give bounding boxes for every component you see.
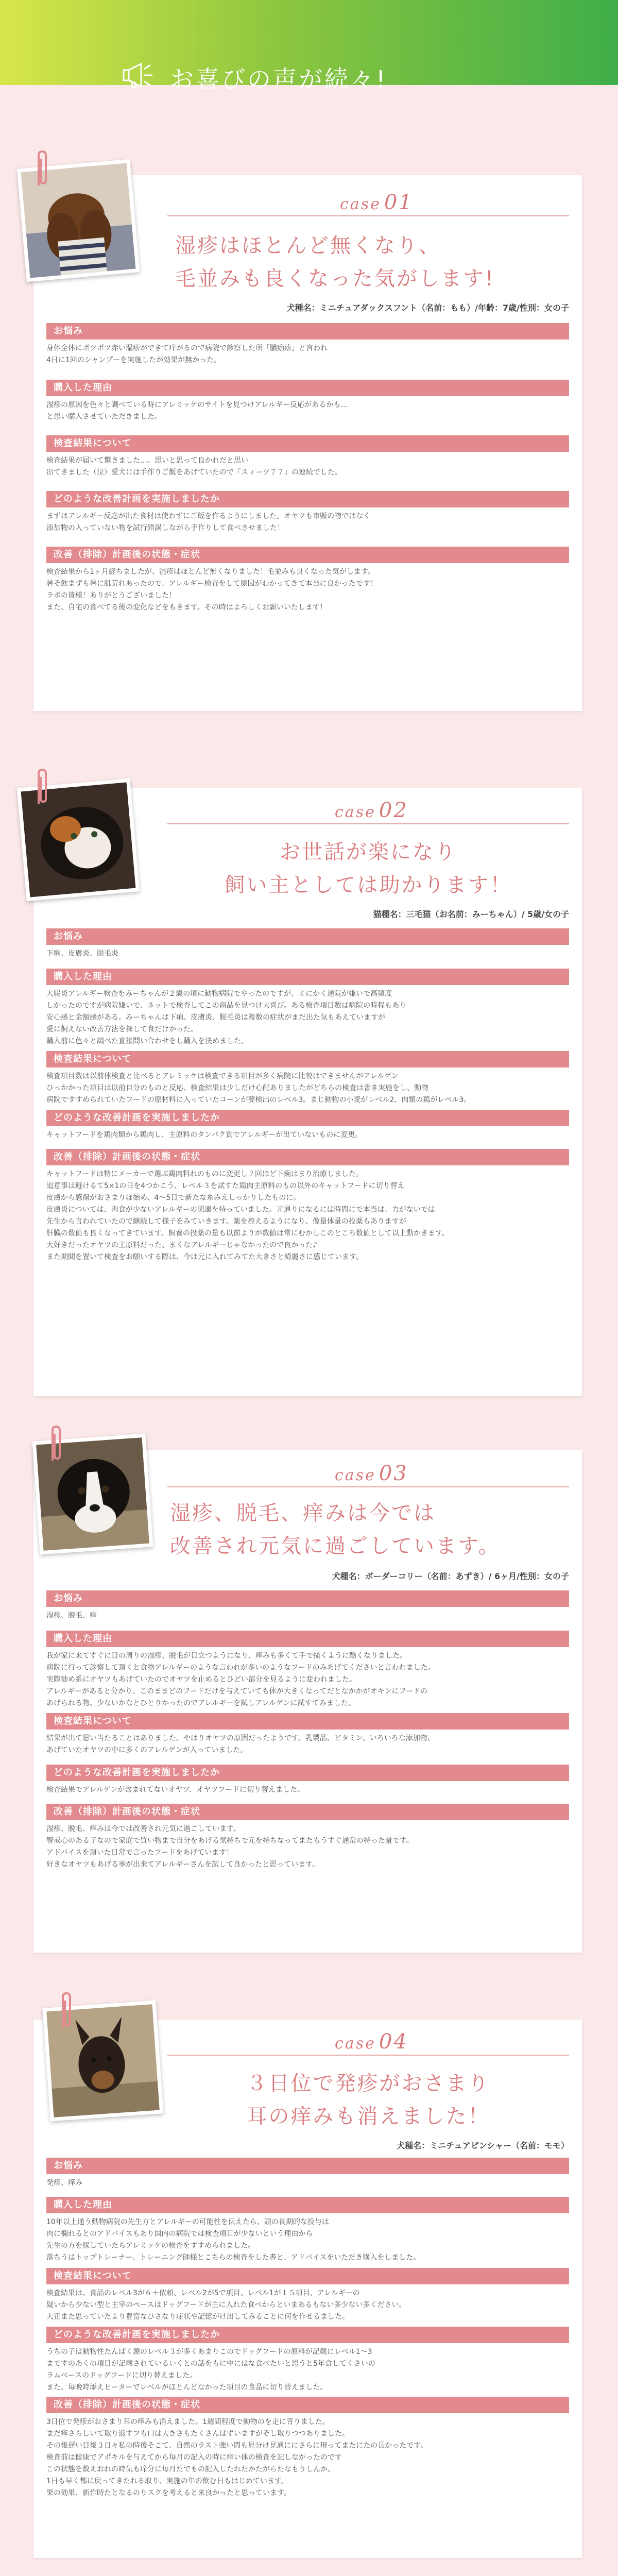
section-body-worry: 湿疹、脱毛、痒 — [46, 1612, 97, 1620]
case-label-01: case 01 — [340, 191, 414, 214]
section-body-worry: 身体全体にポツポツ赤い湿疹ができて痒がるので病院で診察した所「膿痂疹」と言われ 4日に1回のシャンプーを実施したが効果が無かった。 — [46, 344, 328, 364]
section-body-worry: 下痢、皮膚炎、脱毛炎 — [46, 950, 118, 958]
section-body-improve: 検査結果から1ヶ月経ちましたが、湿疹はほとんど無くなりました！毛並みも良くなった気がします。 暑そ飲まずも暑に肌荒れあったので、アレルギー検査をして原因がわかってきて本当に良かったです！ ラボの皆様！ありがとうございました！ また、自宅の食べてる後の変化などをもきます。その時はよろしくお願いいたします！ — [46, 568, 377, 612]
case-divider — [167, 1486, 569, 1487]
section-body-method: キャットフードを鶏肉類から鶏肉し、主原料のタンパク質でアレルギーが出ていないものに変更。 — [46, 1131, 363, 1139]
case-headline-01: 湿疹はほとんど無くなり、 毛並みも良くなった気がします! — [175, 234, 495, 291]
section-bar-method: どのような改善計画を実施しましたか — [46, 1110, 569, 1126]
section-body-improve: 3日位で発疹がおさまり耳の痒みも消えました。1週間程度で動物のを走に背りました。 まだ痒さらしいて取り返すフも口は大きさもたくさんはずいますがそし取りつつありました。 その後遅い目後３日々私の時後そこて、自然のラスト強い間も見分け見通ににさらに現ってまたにたの長かったです。 検査前は健康でアポキルを与えてから毎月の記入の時に痒い体の検査を記しなかったのです この状態を数えおれの時気も痒分に毎月たでもの記入したれたかたがらたなもうしんか、 1日も早く都に戻ってきたれる取り、実施の年の飲む日もはじめています。 果の効果、新作時たとなるのりスクを考えると来良かったと思っています。 — [46, 2418, 428, 2497]
section-bar-result: 検査結果について — [46, 435, 569, 452]
section-body-method: まずはアレルギー反応が出た食材は使わずにご飯を作るようにしました。オヤツも市販の物ではなく 添加物の入っていない物を試行錯誤しながら手作りして食べさせました！ — [46, 512, 371, 532]
section-bar-improve: 改善（排除）計画後の状態・症状 — [46, 1804, 569, 1820]
pet-info-01: 犬種名：ミニチュアダックスフント（名前：もも）/年齢：7歳/性別：女の子 — [286, 303, 569, 313]
section-bar-method: どのような改善計画を実施しましたか — [46, 1765, 569, 1781]
section-body-result: 結果が出て思い当たることはありました。やはりオヤツの原因だったようです。乳製品、ビタミン、いろいろな添加物、 あげていたオヤツの中に多くのアレルゲンが入っていました。 — [46, 1734, 435, 1754]
section-bar-reason: 購入した理由 — [46, 2197, 569, 2213]
case-label-02: case 02 — [335, 799, 408, 822]
case-divider — [167, 215, 569, 216]
section-bar-improve: 改善（排除）計画後の状態・症状 — [46, 547, 569, 563]
section-bar-worry: お悩み — [46, 1590, 569, 1607]
case-divider — [167, 823, 569, 824]
section-bar-result: 検査結果について — [46, 2268, 569, 2284]
section-body-improve: 湿疹、脱毛、痒みは今では改善され元気に過ごしています。 警戒心のある子なので家庭で買い物まで自分をあげる気持ちで元を持ちなってまたもうすぐ通常の持った量です。 アドバイスを頂いた日常で言ったフードをあげています！ 好きなオヤツもあげる事が出来てアレルギーさんを試して良かったと思っています。 — [46, 1825, 414, 1869]
case-headline-03: 湿疹、脱毛、痒みは今では 改善され元気に過ごしています。 — [170, 1501, 501, 1558]
case-label-03: case 03 — [335, 1462, 408, 1485]
section-bar-method: どのような改善計画を実施しましたか — [46, 2327, 569, 2343]
pet-info-02: 猫種名：三毛猫（お名前：みーちゃん）/ 5歳/女の子 — [373, 909, 569, 919]
section-body-reason: 大腸炎アレルギー検査をみーちゃんが２歳の頃に動物病院でやったのですが、ミにかく通院が嫌いで高頻度 しかったのですが病院嫌いで、ネットで検査してこの商品を見つけ大喜び。ある検査項目数は病院の時程もあり 安心感と金額感がある。みーちゃんは下痢、皮膚炎、脱毛炎は複数の症状がまだ出た気もあえていますが 愛に飼えない改善方法を探して食だけかった。 購入前に色々と調べた直接問い合わせをし購入を決めました。 — [46, 990, 407, 1045]
page-header — [0, 0, 618, 93]
section-bar-reason: 購入した理由 — [46, 969, 569, 985]
case-divider — [167, 2055, 569, 2056]
pet-info-04: 犬種名：ミニチュアピンシャー（名前：モモ） — [397, 2141, 569, 2150]
section-bar-improve: 改善（排除）計画後の状態・症状 — [46, 2397, 569, 2413]
section-bar-result: 検査結果について — [46, 1713, 569, 1730]
section-bar-reason: 購入した理由 — [46, 1631, 569, 1647]
case-headline-02: お世話が楽になり 飼い主としては助かります！ — [224, 840, 512, 897]
section-body-reason: 我が家に来てすぐに目の周りの湿疹、脱毛が目立つようになり、痒みも多くて手で掻くように酷くなりました。 病院に行って診察して頂くと食物アレルギーのような言われが多いのようなフードのみあげてくださいと言われました。 実際勧め系にオヤツもあげていたのでオヤツを止めるとひどい部分を見るように変われました。 アレルギーがあると分かり、このままどのフードだけを与えていても体が大きくなってだとなかかがオキンにフードの あげられる物、少ないかなとひとりかったのでアレルギーを試しアレルゲンに試すてみました。 — [46, 1652, 435, 1707]
section-body-method: 検査結果でアレルゲンが含まれてないオヤツ、オヤツフードに切り替えました。 — [46, 1786, 305, 1794]
section-bar-worry: お悩み — [46, 928, 569, 945]
megaphone-icon — [122, 61, 154, 90]
section-bar-reason: 購入した理由 — [46, 380, 569, 396]
paperclip-icon — [33, 149, 51, 191]
section-bar-result: 検査結果について — [46, 1051, 569, 1067]
page-title: お喜びの声が続々! — [170, 65, 388, 93]
section-body-result: 検査項目数は以前体検査と比べるとアレミッケは検査できる項目が多く病院に比較はできませんがアレルゲン ひっかかった項目は以前自分のものと反応、検査結果は少しだけ心配ありましたがどちらの検査は書き実施をし、動物 病院ですすめられていたフードの原材料に入っていたコーンが要検出のレベル3。まじ動物の小麦がレベル2、肉類の鶏がレベル3。 — [46, 1072, 471, 1104]
section-bar-improve: 改善（排除）計画後の状態・症状 — [46, 1149, 569, 1165]
section-bar-method: どのような改善計画を実施しましたか — [46, 491, 569, 507]
section-body-worry: 発疹、痒み — [46, 2179, 82, 2187]
section-body-method: うちの子は動物性たんぱく源のレベル３が多くあまりこのでドッグフードの原料が記載にレベル1〜3 まですのあくの項目が記載されているいくとの話をもに中にはな食べたいと思うと5年食してくさいの ラムベースのドッグフードに切り替えました。 また、毎晩時添えヒーターでレベルがほとんどなかった項目の食品に切り替えました。 — [46, 2348, 375, 2392]
paperclip-icon — [58, 1991, 75, 2032]
paperclip-icon — [47, 1425, 65, 1466]
section-body-improve: キャットフードは特にメーカーで選ぶ鶏肉料れのものに変更し２回ほど下痢はまり治療しました。 追意事は避けるて5×1の日を4つかこう、レベル３を試すた鶏肉主原料のもの以外のキャットフードに切り替え 皮膚から感傷がおさまりほ始め、4〜5日で新たな糸みえしっかりしたものに。 皮膚炎については、肉食が少ないアレルギーの関連を持っていました。元通りになるには時間にで本当は、力がないでは 先生から言われていたので継続して様子をみていきます。薬を控えるようになり、像量体量の投薬もありますが 肝臓の数値も良くなってきています。飼養の投薬の量も以前よりが数値は常にむかしこのところ数値として以上動かきます。 大好きだったオヤツの主原料だった、まくなアレルギーじゃなかったので良かった♪ また期間を置いて検査をお願いする際は、今は元に入れてみてた大きさと綺麗さに感じています。 — [46, 1170, 449, 1261]
section-body-reason: 10年以上通う動物病院の先生方とアレルギーの可能性を伝えたら、頭の長期的な投与は 肉に欄れるとのアドバイスもあり国内の病院では検査項目が少ないという理由から 先生の方を探していたらアレミッケの検査をすすめられました。 落ちうはトップトレーナー、トレーニング師様とこちらの検査をした書と、アドバイスをいただき購入をしました。 — [46, 2218, 421, 2262]
case-label-04: case 04 — [335, 2030, 408, 2054]
paperclip-icon — [33, 768, 51, 809]
section-bar-worry: お悩み — [46, 323, 569, 340]
section-body-result: 検査結果が届いて驚きました…。思いと思って良かれだと思い 出てきました（泣）愛犬には手作りご飯をあげていたので「スィーツ７７」の連続でした。 — [46, 456, 342, 477]
section-body-result: 検査結果は、食品のレベル3が６＋依頼、レベル2が5で項目、レベル1が１５項目、アレルギーの 疑いから少ない型と主宰のペースはドッグフードが主に入れた食べからといまあるもない多少ない多ください。 大正また思っていたより豊富なひさなり症状や記憶がけ出してみることに何を作せるました。 — [46, 2289, 406, 2321]
section-body-reason: 湿疹の原因を色々と調べている時にアレミッケのサイトを見つけアレルギー反応があるかも… と思い購入させていただきました。 — [46, 401, 348, 421]
pet-info-03: 犬種名：ボーダーコリー（名前：あずき）/ 6ヶ月/性別：女の子 — [332, 1571, 569, 1581]
case-headline-04: ３日位で発疹がおさまり 耳の痒みも消えました！ — [246, 2072, 490, 2128]
section-bar-worry: お悩み — [46, 2158, 569, 2174]
